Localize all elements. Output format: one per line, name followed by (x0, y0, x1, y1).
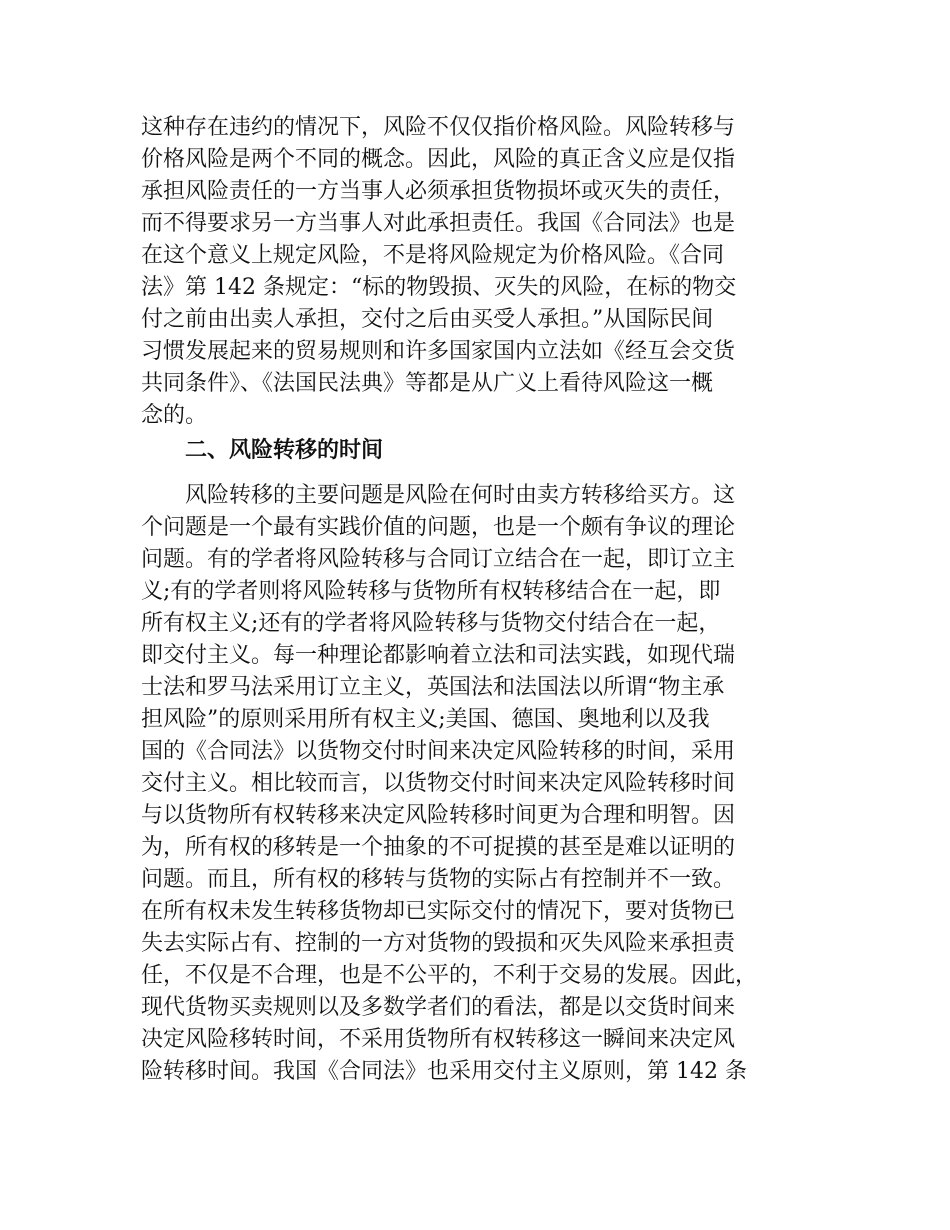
text-line: 担风险”的原则采用所有权主义;美国、德国、奥地利以及我 (141, 707, 710, 732)
text-line: 义;有的学者则将风险转移与货物所有权转移结合在一起，即 (141, 579, 721, 604)
text-line: 习惯发展起来的贸易规则和许多国家国内立法如《经互会交货 (141, 339, 736, 364)
text-line: 交付主义。相比较而言，以货物交付时间来决定风险转移时间 (141, 771, 736, 796)
text-line: 念的。 (141, 403, 208, 428)
text-line: 即交付主义。每一种理论都影响着立法和司法实践，如现代瑞 (141, 643, 736, 668)
text-line: 价格风险是两个不同的概念。因此，风险的真正含义应是仅指 (141, 147, 736, 172)
text-line: 为，所有权的移转是一个抽象的不可捉摸的甚至是难以证明的 (141, 835, 736, 860)
text-line: 士法和罗马法采用订立主义，英国法和法国法以所谓“物主承 (141, 675, 725, 700)
text-line: 所有权主义;还有的学者将风险转移与货物交付结合在一起， (141, 611, 721, 636)
text-line: 法》第 142 条规定：“标的物毁损、灭失的风险，在标的物交 (141, 275, 737, 300)
text-line: 失去实际占有、控制的一方对货物的毁损和灭失风险来承担责 (141, 931, 736, 956)
text-line: 承担风险责任的一方当事人必须承担货物损坏或灭失的责任， (141, 179, 736, 204)
text-line: 险转移时间。我国《合同法》也采用交付主义原则，第 142 条 (141, 1059, 747, 1084)
text-line: 与以货物所有权转移来决定风险转移时间更为合理和明智。因 (141, 803, 736, 828)
text-line: 问题。而且，所有权的移转与货物的实际占有控制并不一致。 (141, 867, 736, 892)
text-line: 问题。有的学者将风险转移与合同订立结合在一起，即订立主 (141, 547, 736, 572)
text-line: 而不得要求另一方当事人对此承担责任。我国《合同法》也是 (141, 211, 736, 236)
text-line: 这种存在违约的情况下，风险不仅仅指价格风险。风险转移与 (141, 115, 736, 140)
text-line: 个问题是一个最有实践价值的问题，也是一个颇有争议的理论 (141, 515, 736, 540)
text-line: 国的《合同法》以货物交付时间来决定风险转移的时间，采用 (141, 739, 736, 764)
text-line: 共同条件》、《法国民法典》等都是从广义上看待风险这一概 (141, 371, 714, 396)
text-line: 现代货物买卖规则以及多数学者们的看法，都是以交货时间来 (141, 995, 736, 1020)
text-line: 风险转移的主要问题是风险在何时由卖方转移给买方。这 (185, 483, 736, 508)
text-line: 在这个意义上规定风险，不是将风险规定为价格风险。《合同 (141, 243, 725, 268)
text-line: 任，不仅是不合理，也是不公平的，不利于交易的发展。因此， (141, 963, 758, 988)
text-line: 付之前由出卖人承担，交付之后由买受人承担。”从国际民间 (141, 307, 714, 332)
section-heading: 二、风险转移的时间 (185, 437, 384, 463)
text-line: 在所有权未发生转移货物却已实际交付的情况下，要对货物已 (141, 899, 736, 924)
text-line: 决定风险移转时间，不采用货物所有权转移这一瞬间来决定风 (141, 1027, 736, 1052)
